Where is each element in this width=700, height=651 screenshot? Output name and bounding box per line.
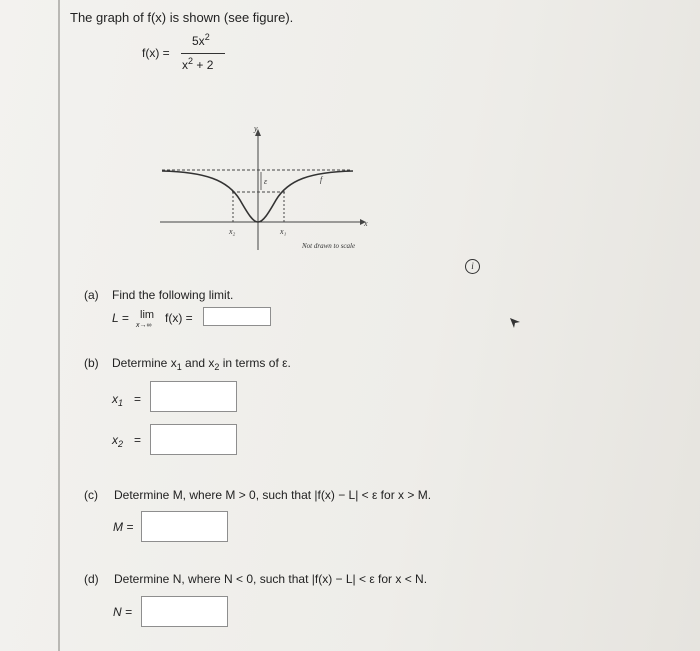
x1-answer-input[interactable] [150, 381, 237, 412]
limit-operator: lim [140, 309, 155, 321]
function-numerator: $5x^2$ [192, 32, 210, 48]
limit-rhs: f(x) = [165, 311, 193, 325]
x2-answer-input[interactable] [150, 424, 237, 455]
limit-subscript: x→∞ [136, 322, 152, 329]
x2-label-text: $x_2$ [112, 433, 124, 449]
info-icon[interactable]: i [465, 259, 480, 274]
x-axis-label: x [364, 219, 368, 228]
part-c-prompt: Determine M, where M > 0, such that |f(x) − L| < ε for x > M. [114, 488, 432, 502]
f-label: f [320, 175, 323, 184]
part-b-prompt: Determine $x_1$ and $x_2$ in terms of ε. [112, 356, 291, 372]
x1-equals: = [134, 392, 142, 406]
page-left-border [58, 0, 60, 651]
limit-lhs: L = [112, 311, 129, 325]
part-d-letter: (d) [84, 572, 99, 586]
function-lhs: f(x) = [142, 46, 170, 60]
n-answer-input[interactable] [141, 596, 228, 627]
part-b-letter: (b) [84, 356, 99, 370]
function-graph [150, 120, 380, 255]
n-label: N = [113, 605, 133, 619]
y-axis-label: y [254, 124, 258, 133]
part-d-prompt: Determine N, where N < 0, such that |f(x) − L| < ε for x < N. [114, 572, 428, 586]
m-answer-input[interactable] [141, 511, 228, 542]
part-a-prompt: Find the following limit. [112, 288, 234, 302]
limit-answer-input[interactable] [203, 307, 271, 326]
problem-title: The graph of f(x) is shown (see figure). [70, 10, 294, 25]
mouse-pointer-icon [508, 316, 522, 330]
part-c-letter: (c) [84, 488, 98, 502]
x1-label: x₁ [280, 227, 287, 236]
epsilon-label: ε [264, 177, 268, 186]
fraction-bar [181, 53, 225, 54]
x2-equals: = [134, 433, 142, 447]
m-label: M = [113, 520, 134, 534]
x2-label: x₂ [229, 227, 236, 236]
function-denominator: $x^2 + 2$ [182, 56, 214, 72]
not-to-scale-note: Not drawn to scale [302, 242, 356, 250]
part-a-letter: (a) [84, 288, 99, 302]
x1-label-text: $x_1$ [112, 392, 124, 408]
